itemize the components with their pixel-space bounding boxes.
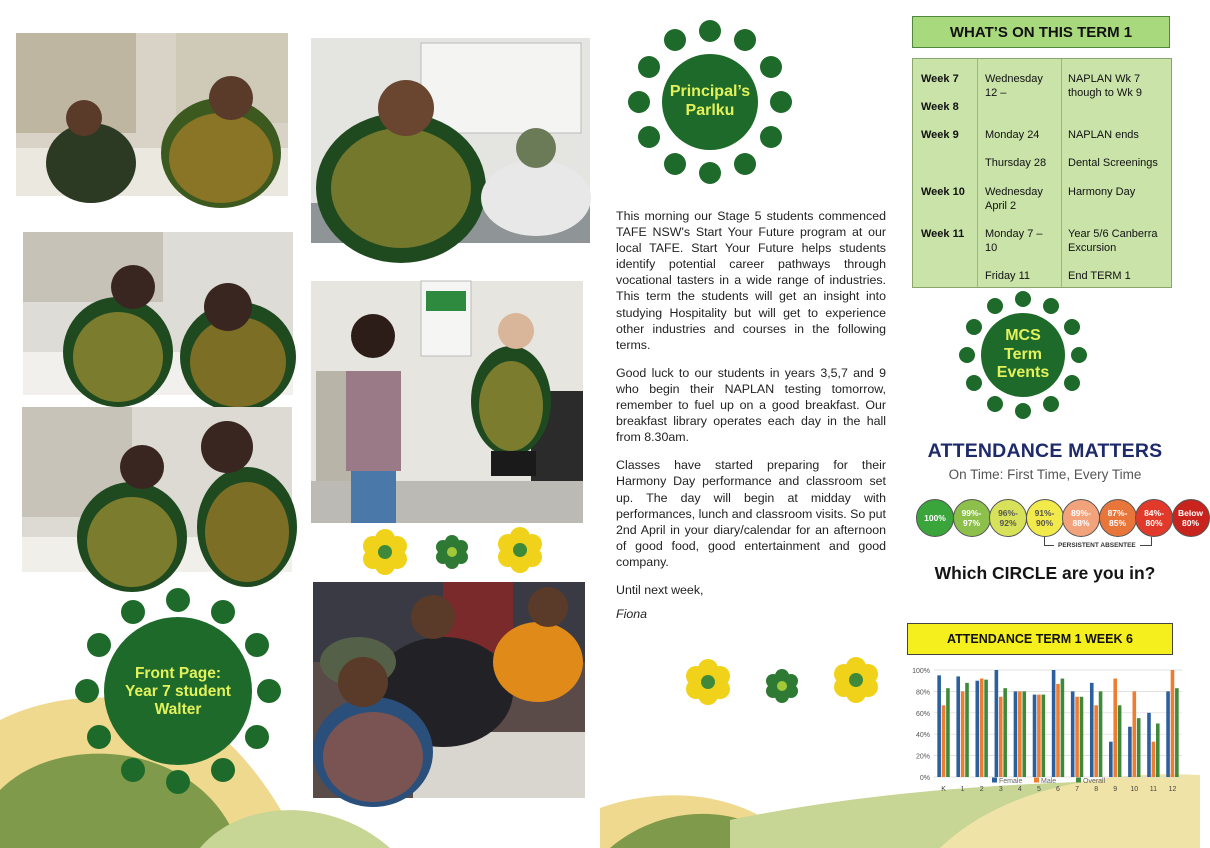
principal-parlku-title: Principal’s Parlku xyxy=(669,83,751,119)
article-paragraph: Good luck to our students in years 3,5,7 and 9 who begin their NAPLAN testing tomorrow, remember to fuel up on a good breakfast. Our breakfast library operates each day in the hall from 8.30am. xyxy=(616,365,886,445)
attendance-chart-title: ATTENDANCE TERM 1 WEEK 6 xyxy=(907,623,1173,655)
chart-bar xyxy=(1147,713,1151,777)
flower-decoration-bottom xyxy=(670,652,890,712)
article-paragraph: Classes have started preparing for their Harmony Day performance and classroom set up. The day will begin at midday with performances, lunch and classroom visits. So put 2nd April in your diary/calendar for an afternoon of good food, good entertainment and good company. xyxy=(616,458,886,569)
chart-legend-label: Female xyxy=(999,778,1023,785)
chart-y-tick-label: 100% xyxy=(912,668,930,675)
chart-y-tick-label: 40% xyxy=(915,732,930,740)
principal-parlku-badge xyxy=(620,12,800,192)
chart-bar xyxy=(1090,683,1094,777)
event-name: Dental Screenings xyxy=(1068,157,1158,169)
mcs-term-events-badge xyxy=(958,290,1088,420)
week-label: Week 10 xyxy=(921,186,965,198)
persistent-absentee-bracket xyxy=(1044,537,1152,555)
chart-legend-swatch xyxy=(1034,778,1039,783)
event-name: NAPLAN ends xyxy=(1068,129,1139,141)
event-date: Friday 11 xyxy=(985,270,1031,282)
chart-x-tick-label: 8 xyxy=(1094,786,1099,793)
chart-x-tick-label: 1 xyxy=(960,786,965,793)
week-label: Week 7 xyxy=(921,73,959,85)
chart-bar xyxy=(961,691,965,777)
attendance-band-circle: 96%- 92% xyxy=(989,499,1027,537)
event-date: Monday 7 – 10 xyxy=(985,228,1043,254)
chart-y-tick-label: 0% xyxy=(919,775,930,782)
chart-bar xyxy=(1113,679,1117,777)
chart-x-tick-label: 11 xyxy=(1149,786,1158,793)
chart-bar xyxy=(995,670,999,777)
event-date: Thursday 28 xyxy=(985,157,1047,169)
persistent-absentee-label: PERSISTENT ABSENTEE xyxy=(1054,542,1140,549)
flower-decoration-top xyxy=(350,522,550,582)
chart-legend-label: Male xyxy=(1041,778,1057,785)
chart-bar xyxy=(1022,691,1026,777)
attendance-band-circle: 91%- 90% xyxy=(1026,499,1064,537)
chart-bar xyxy=(1171,670,1175,777)
chart-bar xyxy=(1175,688,1179,777)
attendance-subtitle: On Time: First Time, Every Time xyxy=(948,467,1142,482)
event-name: NAPLAN Wk 7 though to Wk 9 xyxy=(1068,73,1142,99)
chart-x-tick-label: 3 xyxy=(998,786,1003,793)
chart-bar xyxy=(1118,705,1122,777)
chart-x-tick-label: 4 xyxy=(1017,786,1022,793)
chart-bar xyxy=(1109,742,1113,777)
event-date: Monday 24 xyxy=(985,129,1040,141)
chart-y-tick-label: 80% xyxy=(915,689,930,697)
chart-bar xyxy=(1075,697,1079,777)
chart-x-tick-label: 12 xyxy=(1168,786,1177,793)
week-label: Week 11 xyxy=(921,228,965,240)
chart-bar xyxy=(1133,691,1137,777)
attendance-band-circle: 87%- 85% xyxy=(1099,499,1137,537)
chart-bar xyxy=(965,683,969,777)
chart-bar xyxy=(1156,724,1160,778)
chart-bar xyxy=(1042,695,1046,777)
event-date: Wednesday 12 – xyxy=(985,73,1043,99)
chart-x-tick-label: 7 xyxy=(1075,786,1080,793)
chart-bar xyxy=(1080,697,1084,777)
chart-bar xyxy=(1037,695,1041,777)
chart-bar xyxy=(942,705,946,777)
attendance-band-circle: 100% xyxy=(916,499,954,537)
event-name: Harmony Day xyxy=(1068,186,1136,198)
mcs-term-events-title: MCS Term Events xyxy=(996,326,1050,382)
chart-legend-swatch xyxy=(992,778,997,783)
event-name: End TERM 1 xyxy=(1068,270,1131,282)
chart-bar xyxy=(1003,688,1007,777)
chart-x-tick-label: 2 xyxy=(979,786,984,793)
chart-x-tick-label: 9 xyxy=(1113,786,1118,793)
students-writing-photo xyxy=(23,232,293,395)
chart-x-tick-label: K xyxy=(941,786,946,793)
attendance-band-circle: Below 80% xyxy=(1172,499,1210,537)
attendance-band-circle: 99%- 97% xyxy=(953,499,991,537)
hospitality-class-photo xyxy=(311,281,583,523)
front-page-badge xyxy=(72,585,284,797)
event-date: Wednesday April 2 xyxy=(985,186,1043,212)
chart-bar xyxy=(975,681,979,777)
chart-bar xyxy=(1056,684,1060,777)
article-signature: Fiona xyxy=(616,607,647,622)
chart-bar xyxy=(1014,691,1018,777)
teacher-helping-student-photo xyxy=(16,33,288,196)
attendance-title: ATTENDANCE MATTERS xyxy=(927,440,1163,462)
event-name: Year 5/6 Canberra Excursion xyxy=(1068,228,1158,254)
chart-y-tick-label: 60% xyxy=(915,710,930,718)
chart-legend-label: Overall xyxy=(1083,778,1106,785)
chart-bar xyxy=(1018,691,1022,777)
students-at-desk-photo xyxy=(22,407,292,572)
week-label: Week 9 xyxy=(921,129,959,141)
front-page-title: Front Page: Year 7 student Walter xyxy=(125,664,231,719)
attendance-bar-chart xyxy=(900,660,1186,832)
chart-bar xyxy=(980,679,984,777)
chart-bar xyxy=(1094,705,1098,777)
term-events-header: WHAT’S ON THIS TERM 1 xyxy=(912,16,1170,48)
which-circle-question: Which CIRCLE are you in? xyxy=(934,563,1156,583)
chart-bar xyxy=(1052,670,1056,777)
chart-legend-swatch xyxy=(1076,778,1081,783)
chart-bar xyxy=(956,676,960,777)
article-paragraph: This morning our Stage 5 students commenced TAFE NSW's Start Your Future program at our local TAFE. Start Your Future helps students identify potential career pathways through vocational tasters in a wide range of industries. This term the students will get an insight into studying Hospitality but will get to experience other industries and courses in the following terms. xyxy=(616,209,886,352)
chart-bar xyxy=(1166,691,1170,777)
chart-x-tick-label: 10 xyxy=(1130,786,1139,793)
article-closing: Until next week, xyxy=(616,582,704,597)
chart-bar xyxy=(999,697,1003,777)
chart-bar xyxy=(1033,695,1037,777)
chart-bar xyxy=(1099,691,1103,777)
chart-x-tick-label: 5 xyxy=(1036,786,1041,793)
attendance-band-circle: 89%- 88% xyxy=(1062,499,1100,537)
chart-bar xyxy=(984,680,988,777)
chart-bar xyxy=(1137,718,1141,777)
principal-article xyxy=(616,208,886,634)
walter-in-class-photo xyxy=(313,582,585,798)
chart-bar xyxy=(1128,727,1132,777)
chart-x-tick-label: 6 xyxy=(1056,786,1060,793)
teacher-and-student-tafe-photo xyxy=(311,38,590,243)
chart-bar xyxy=(937,675,941,777)
chart-bar xyxy=(1061,679,1065,777)
chart-bar xyxy=(1152,742,1156,777)
week-label: Week 8 xyxy=(921,101,959,113)
term-events-table xyxy=(912,58,1172,288)
chart-bar xyxy=(946,688,950,777)
chart-y-tick-label: 20% xyxy=(915,753,930,761)
attendance-band-circle: 84%- 80% xyxy=(1135,499,1173,537)
chart-bar xyxy=(1071,691,1075,777)
